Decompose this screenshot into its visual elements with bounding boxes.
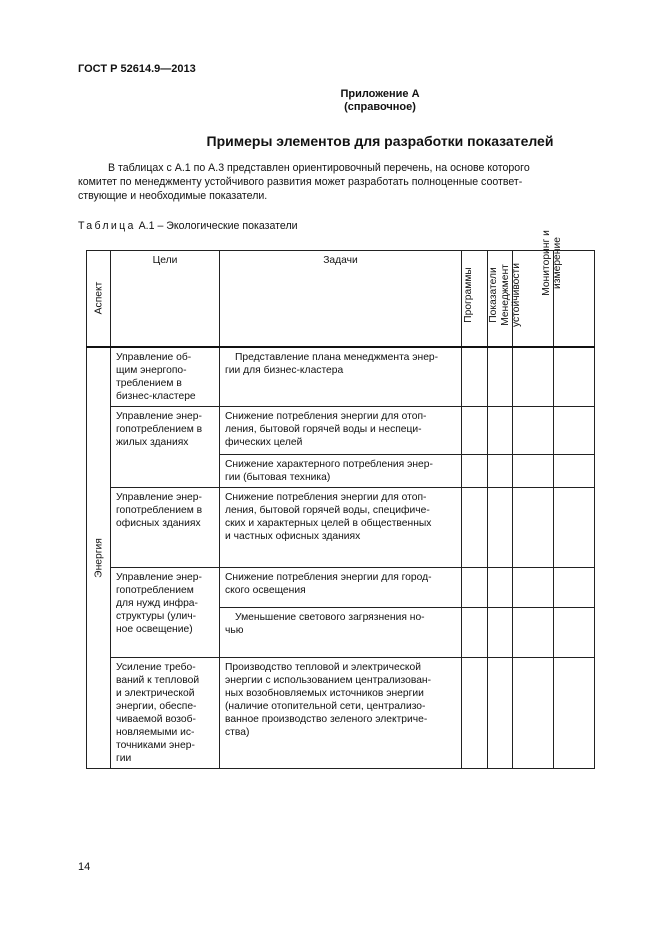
column-header-tasks: Задачи xyxy=(220,251,462,347)
programs-cell xyxy=(462,406,488,454)
table-caption-number: А.1 xyxy=(138,220,155,232)
page-heading: Примеры элементов для разработки показателей xyxy=(206,133,554,149)
management-cell xyxy=(513,347,554,407)
goal-cell: Управление энер- гопотреблением в офисных зданиях xyxy=(111,487,220,567)
management-cell xyxy=(513,406,554,454)
management-cell xyxy=(513,454,554,487)
monitoring-cell xyxy=(554,607,595,657)
monitoring-cell xyxy=(554,567,595,607)
column-header-management: Менеджмент устойчивости xyxy=(513,251,554,347)
programs-cell xyxy=(462,657,488,768)
indicators-cell xyxy=(488,607,513,657)
indicators-cell xyxy=(488,657,513,768)
column-header-monitoring: Мониторинг и измерение xyxy=(554,251,595,347)
intro-line: комитет по менеджменту устойчивого развития может разработать полноценные соответ- xyxy=(78,176,523,188)
table-caption-label: Таблица xyxy=(78,220,136,232)
indicators-cell xyxy=(488,567,513,607)
column-header-aspect: Аспект xyxy=(87,251,111,347)
appendix-subtitle: (справочное) xyxy=(344,101,416,113)
management-cell xyxy=(513,567,554,607)
indicators-cell xyxy=(488,347,513,407)
appendix-title: Приложение А xyxy=(340,88,420,100)
intro-line: В таблицах с А.1 по А.3 представлен ориентировочный перечень, на основе которого xyxy=(108,162,530,174)
table-row xyxy=(87,657,595,768)
intro-paragraph xyxy=(78,161,578,203)
goal-cell: Управление энер- гопотреблением для нужд инфра- структуры (улич- ное освещение) xyxy=(111,567,220,657)
goal-cell: Управление об- щим энергопо- треблением в бизнес-кластере xyxy=(111,347,220,407)
goal-cell: Усиление требо- ваний к тепловой и электрической энергии, обеспе- чиваемой возоб- новляемыми ис- точниками энер- гии xyxy=(111,657,220,768)
programs-cell xyxy=(462,607,488,657)
programs-cell xyxy=(462,567,488,607)
table-row xyxy=(87,347,595,407)
task-cell: Представление плана менеджмента энер- гии для бизнес-кластера xyxy=(220,347,462,407)
table-row xyxy=(87,487,595,567)
management-cell xyxy=(513,657,554,768)
monitoring-cell xyxy=(554,347,595,407)
environmental-indicators-table xyxy=(86,229,595,769)
monitoring-cell xyxy=(554,487,595,567)
column-header-indicators: Показатели xyxy=(488,251,513,347)
programs-cell xyxy=(462,454,488,487)
indicators-cell xyxy=(488,487,513,567)
task-cell: Снижение характерного потребления энер- гии (бытовая техника) xyxy=(220,454,462,487)
task-cell: Снижение потребления энергии для отоп- ления, бытовой горячей воды, специфиче- ских и характерных целей в общественных и частных офисных зданиях xyxy=(220,487,462,567)
goal-cell: Управление энер- гопотреблением в жилых зданиях xyxy=(111,406,220,487)
task-cell: Снижение потребления энергии для город- ского освещения xyxy=(220,567,462,607)
table-caption xyxy=(78,220,298,232)
indicators-cell xyxy=(488,406,513,454)
task-cell: Снижение потребления энергии для отоп- ления, бытовой горячей воды и неспеци- фических целей xyxy=(220,406,462,454)
monitoring-cell xyxy=(554,454,595,487)
table-row xyxy=(87,406,595,454)
programs-cell xyxy=(462,347,488,407)
indicators-cell xyxy=(488,454,513,487)
management-cell xyxy=(513,607,554,657)
table-caption-title: – Экологические показатели xyxy=(157,220,298,232)
column-header-goals: Цели xyxy=(111,251,220,347)
monitoring-cell xyxy=(554,406,595,454)
page-number: 14 xyxy=(78,861,91,873)
table-row xyxy=(87,567,595,607)
management-cell xyxy=(513,487,554,567)
task-cell: Уменьшение светового загрязнения но- чью xyxy=(220,607,462,657)
document-standard-number: ГОСТ Р 52614.9—2013 xyxy=(78,63,196,75)
column-header-programs: Программы xyxy=(462,251,488,347)
table-header-row xyxy=(87,251,595,347)
aspect-cell-energy: Энергия xyxy=(87,347,111,769)
intro-line: ствующие и необходимые показатели. xyxy=(78,190,268,202)
monitoring-cell xyxy=(554,657,595,768)
programs-cell xyxy=(462,487,488,567)
task-cell: Производство тепловой и электрической энергии с использованием централизован- ных возобновляемых источников энергии (наличие отопительной сети, централизо- ванное производство зеленого электриче- ства) xyxy=(220,657,462,768)
